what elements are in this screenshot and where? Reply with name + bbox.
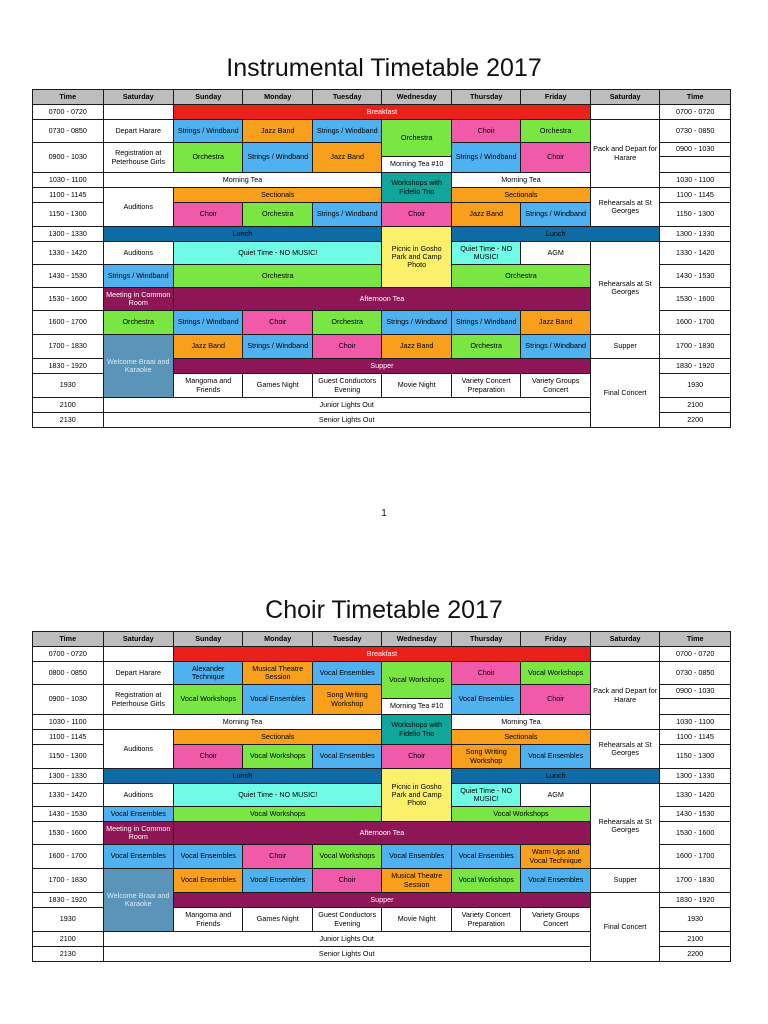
schedule-cell: Mangoma and Friends: [174, 374, 243, 398]
breakfast-block: Breakfast: [174, 105, 591, 120]
schedule-cell: Orchestra: [103, 311, 174, 335]
time-cell: 1300 - 1330: [660, 769, 731, 784]
choir-title: Choir Timetable 2017: [265, 596, 503, 624]
schedule-cell: Mangoma and Friends: [174, 908, 243, 932]
schedule-cell: Auditions: [103, 784, 174, 807]
schedule-cell: Registration at Peterhouse Girls: [103, 685, 174, 715]
time-cell: 2200: [660, 947, 731, 962]
time-cell: 1600 - 1700: [33, 845, 104, 869]
empty-cell: [660, 699, 731, 715]
schedule-cell: Lunch: [103, 769, 382, 784]
time-cell: 1430 - 1530: [33, 807, 104, 822]
schedule-cell: Choir: [312, 869, 381, 893]
schedule-cell: Jazz Band: [312, 143, 381, 173]
time-cell: 0900 - 1030: [33, 143, 104, 173]
schedule-cell: Choir: [521, 143, 590, 173]
time-cell: 1600 - 1700: [660, 845, 731, 869]
schedule-cell: Morning Tea #10: [382, 699, 451, 715]
schedule-cell: Jazz Band: [174, 335, 243, 359]
time-cell: 0700 - 0720: [33, 647, 104, 662]
schedule-cell: Welcome Braai and Karaoke: [103, 869, 174, 932]
breakfast-block: Breakfast: [174, 647, 591, 662]
schedule-cell: Vocal Ensembles: [174, 845, 243, 869]
schedule-cell: Games Night: [243, 908, 312, 932]
schedule-cell: Supper: [174, 893, 591, 908]
schedule-cell: Supper: [174, 359, 591, 374]
schedule-cell: Vocal Ensembles: [103, 807, 174, 822]
schedule-cell: Morning Tea: [451, 173, 590, 188]
header-time: Time: [660, 90, 731, 105]
schedule-cell: Depart Harare: [103, 662, 174, 685]
schedule-cell: Morning Tea: [103, 173, 382, 188]
header-saturday: Saturday: [103, 632, 174, 647]
schedule-cell: Vocal Ensembles: [521, 869, 590, 893]
schedule-cell: AGM: [521, 784, 590, 807]
time-cell: 1330 - 1420: [660, 242, 731, 265]
schedule-cell: Morning Tea: [103, 715, 382, 730]
schedule-cell: Vocal Ensembles: [312, 662, 381, 685]
schedule-cell: Choir: [451, 662, 520, 685]
schedule-cell: Junior Lights Out: [103, 398, 590, 413]
schedule-cell: Variety Concert Preparation: [451, 908, 520, 932]
schedule-cell: Auditions: [103, 188, 174, 227]
schedule-cell: AGM: [521, 242, 590, 265]
empty-cell: [103, 647, 174, 662]
schedule-cell: Picnic in Gosho Park and Camp Photo: [382, 769, 451, 822]
header-sunday: Sunday: [174, 90, 243, 105]
time-cell: 1300 - 1330: [33, 769, 104, 784]
time-cell: 1430 - 1530: [660, 807, 731, 822]
time-cell: 1930: [33, 374, 104, 398]
header-sunday: Sunday: [174, 632, 243, 647]
schedule-cell: Choir: [382, 203, 451, 227]
empty-cell: [590, 647, 659, 662]
time-cell: 1150 - 1300: [33, 203, 104, 227]
schedule-cell: Vocal Workshops: [451, 869, 520, 893]
time-cell: 1100 - 1145: [33, 730, 104, 745]
time-cell: 0700 - 0720: [660, 105, 731, 120]
schedule-cell: Orchestra: [174, 265, 382, 288]
schedule-cell: Vocal Workshops: [521, 662, 590, 685]
time-cell: 1830 - 1920: [660, 893, 731, 908]
time-cell: 1030 - 1100: [33, 715, 104, 730]
schedule-cell: Sectionals: [174, 730, 382, 745]
schedule-cell: Variety Groups Concert: [521, 908, 590, 932]
schedule-cell: Vocal Ensembles: [243, 869, 312, 893]
time-cell: 1700 - 1830: [660, 869, 731, 893]
time-cell: 1930: [660, 908, 731, 932]
schedule-cell: Musical Theatre Session: [243, 662, 312, 685]
schedule-cell: Vocal Workshops: [243, 745, 312, 769]
header-saturday: Saturday: [590, 632, 659, 647]
schedule-cell: Jazz Band: [382, 335, 451, 359]
time-cell: 2130: [33, 947, 104, 962]
time-cell: 1100 - 1145: [33, 188, 104, 203]
schedule-cell: Vocal Workshops: [451, 807, 590, 822]
schedule-cell: Song Writing Workshop: [451, 745, 520, 769]
time-cell: 1700 - 1830: [660, 335, 731, 359]
schedule-cell: Auditions: [103, 730, 174, 769]
header-tuesday: Tuesday: [312, 632, 381, 647]
schedule-cell: Vocal Workshops: [382, 662, 451, 699]
time-cell: 0730 - 0850: [660, 662, 731, 685]
header-time: Time: [33, 90, 104, 105]
schedule-cell: Choir: [174, 745, 243, 769]
schedule-cell: Orchestra: [174, 143, 243, 173]
header-monday: Monday: [243, 90, 312, 105]
instrumental-timetable: [32, 89, 731, 428]
time-cell: 1530 - 1600: [660, 822, 731, 845]
schedule-cell: Strings / Windband: [243, 335, 312, 359]
header-friday: Friday: [521, 90, 590, 105]
schedule-cell: Strings / Windband: [312, 120, 381, 143]
schedule-cell: Choir: [174, 203, 243, 227]
schedule-cell: Strings / Windband: [174, 311, 243, 335]
time-cell: 2130: [33, 413, 104, 428]
time-cell: 1530 - 1600: [33, 822, 104, 845]
schedule-cell: Supper: [590, 335, 659, 359]
schedule-cell: Vocal Ensembles: [174, 869, 243, 893]
time-cell: 1600 - 1700: [33, 311, 104, 335]
schedule-cell: Vocal Workshops: [174, 685, 243, 715]
time-cell: 1330 - 1420: [660, 784, 731, 807]
schedule-cell: Orchestra: [451, 335, 520, 359]
schedule-cell: Sectionals: [174, 188, 382, 203]
empty-cell: [103, 105, 174, 120]
time-cell: 1830 - 1920: [33, 893, 104, 908]
schedule-cell: Quiet Time - NO MUSIC!: [451, 242, 520, 265]
schedule-cell: Jazz Band: [451, 203, 520, 227]
schedule-cell: Supper: [590, 869, 659, 893]
time-cell: 1330 - 1420: [33, 242, 104, 265]
schedule-cell: Orchestra: [451, 265, 590, 288]
schedule-cell: Warm Ups and Vocal Technique: [521, 845, 590, 869]
schedule-cell: Quiet Time - NO MUSIC!: [451, 784, 520, 807]
schedule-cell: Junior Lights Out: [103, 932, 590, 947]
time-cell: 1300 - 1330: [660, 227, 731, 242]
time-cell: 1530 - 1600: [33, 288, 104, 311]
schedule-cell: Registration at Peterhouse Girls: [103, 143, 174, 173]
schedule-cell: Vocal Workshops: [174, 807, 382, 822]
time-cell: 0800 - 0850: [33, 662, 104, 685]
schedule-cell: Pack and Depart for Harare: [590, 662, 659, 730]
header-friday: Friday: [521, 632, 590, 647]
header-tuesday: Tuesday: [312, 90, 381, 105]
schedule-cell: Choir: [451, 120, 520, 143]
time-cell: 2100: [33, 932, 104, 947]
schedule-cell: Strings / Windband: [382, 311, 451, 335]
schedule-cell: Vocal Ensembles: [451, 845, 520, 869]
time-cell: 0730 - 0850: [660, 120, 731, 143]
schedule-cell: Rehearsals at St Georges: [590, 784, 659, 869]
schedule-cell: Lunch: [103, 227, 382, 242]
schedule-cell: Pack and Depart for Harare: [590, 120, 659, 188]
time-cell: 1150 - 1300: [660, 745, 731, 769]
time-cell: 0900 - 1030: [33, 685, 104, 715]
time-cell: 1100 - 1145: [660, 730, 731, 745]
schedule-cell: Workshops with Fidelio Trio: [382, 715, 451, 745]
time-cell: 0730 - 0850: [33, 120, 104, 143]
schedule-cell: Senior Lights Out: [103, 947, 590, 962]
schedule-cell: Choir: [312, 335, 381, 359]
schedule-cell: Meeting in Common Room: [103, 822, 174, 845]
schedule-cell: Final Concert: [590, 893, 659, 962]
header-time: Time: [660, 632, 731, 647]
time-cell: 2200: [660, 413, 731, 428]
time-cell: 1030 - 1100: [660, 715, 731, 730]
schedule-cell: Meeting in Common Room: [103, 288, 174, 311]
header-saturday: Saturday: [103, 90, 174, 105]
schedule-cell: Quiet Time - NO MUSIC!: [174, 784, 382, 807]
schedule-cell: Games Night: [243, 374, 312, 398]
schedule-cell: Jazz Band: [521, 311, 590, 335]
time-cell: 1100 - 1145: [660, 188, 731, 203]
time-cell: 1430 - 1530: [660, 265, 731, 288]
schedule-cell: Strings / Windband: [243, 143, 312, 173]
time-cell: 1830 - 1920: [33, 359, 104, 374]
header-saturday: Saturday: [590, 90, 659, 105]
schedule-cell: Choir: [382, 745, 451, 769]
header-thursday: Thursday: [451, 632, 520, 647]
time-cell: 0900 - 1030: [660, 685, 731, 699]
schedule-cell: Vocal Ensembles: [521, 745, 590, 769]
time-cell: 1330 - 1420: [33, 784, 104, 807]
choir-timetable: [32, 631, 731, 962]
schedule-cell: Strings / Windband: [312, 203, 381, 227]
header-monday: Monday: [243, 632, 312, 647]
schedule-cell: Vocal Ensembles: [451, 685, 520, 715]
schedule-cell: Sectionals: [451, 188, 590, 203]
time-cell: 1300 - 1330: [33, 227, 104, 242]
schedule-cell: Sectionals: [451, 730, 590, 745]
schedule-cell: Vocal Workshops: [312, 845, 381, 869]
instrumental-title: Instrumental Timetable 2017: [226, 54, 542, 82]
schedule-cell: Depart Harare: [103, 120, 174, 143]
schedule-cell: Choir: [243, 845, 312, 869]
schedule-cell: Movie Night: [382, 908, 451, 932]
page-number: 1: [381, 508, 387, 519]
time-cell: 1530 - 1600: [660, 288, 731, 311]
time-cell: 1930: [660, 374, 731, 398]
schedule-cell: Rehearsals at St Georges: [590, 242, 659, 335]
schedule-cell: Vocal Ensembles: [312, 745, 381, 769]
time-cell: 1150 - 1300: [660, 203, 731, 227]
schedule-cell: Guest Conductors Evening: [312, 374, 381, 398]
header-thursday: Thursday: [451, 90, 520, 105]
schedule-cell: Welcome Braai and Karaoke: [103, 335, 174, 398]
time-cell: 1030 - 1100: [660, 173, 731, 188]
schedule-cell: Strings / Windband: [521, 203, 590, 227]
header-wednesday: Wednesday: [382, 632, 451, 647]
schedule-cell: Morning Tea: [451, 715, 590, 730]
time-cell: 2100: [660, 932, 731, 947]
time-cell: 2100: [33, 398, 104, 413]
schedule-cell: Picnic in Gosho Park and Camp Photo: [382, 227, 451, 288]
schedule-cell: Strings / Windband: [451, 311, 520, 335]
empty-cell: [590, 105, 659, 120]
time-cell: 1430 - 1530: [33, 265, 104, 288]
schedule-cell: Workshops with Fidelio Trio: [382, 173, 451, 203]
schedule-cell: Senior Lights Out: [103, 413, 590, 428]
time-cell: 1600 - 1700: [660, 311, 731, 335]
header-time: Time: [33, 632, 104, 647]
time-cell: 1700 - 1830: [33, 335, 104, 359]
time-cell: 1830 - 1920: [660, 359, 731, 374]
schedule-cell: Rehearsals at St Georges: [590, 188, 659, 227]
time-cell: 1150 - 1300: [33, 745, 104, 769]
time-cell: 1030 - 1100: [33, 173, 104, 188]
schedule-cell: Strings / Windband: [521, 335, 590, 359]
schedule-cell: Guest Conductors Evening: [312, 908, 381, 932]
time-cell: 0900 - 1030: [660, 143, 731, 157]
schedule-cell: Lunch: [451, 769, 659, 784]
time-cell: 1930: [33, 908, 104, 932]
schedule-cell: Musical Theatre Session: [382, 869, 451, 893]
schedule-cell: Afternoon Tea: [174, 822, 591, 845]
schedule-cell: Choir: [243, 311, 312, 335]
schedule-cell: Orchestra: [312, 311, 381, 335]
schedule-cell: Rehearsals at St Georges: [590, 730, 659, 769]
schedule-cell: Movie Night: [382, 374, 451, 398]
schedule-cell: Auditions: [103, 242, 174, 265]
schedule-cell: Quiet Time - NO MUSIC!: [174, 242, 382, 265]
header-wednesday: Wednesday: [382, 90, 451, 105]
schedule-cell: Alexander Technique: [174, 662, 243, 685]
schedule-cell: Morning Tea #10: [382, 157, 451, 173]
schedule-cell: Song Writing Workshop: [312, 685, 381, 715]
empty-cell: [660, 157, 731, 173]
schedule-cell: Orchestra: [521, 120, 590, 143]
schedule-cell: Vocal Ensembles: [103, 845, 174, 869]
schedule-cell: Strings / Windband: [174, 120, 243, 143]
schedule-cell: Vocal Ensembles: [382, 845, 451, 869]
schedule-cell: Orchestra: [243, 203, 312, 227]
schedule-cell: Jazz Band: [243, 120, 312, 143]
time-cell: 0700 - 0720: [660, 647, 731, 662]
schedule-cell: Lunch: [451, 227, 659, 242]
schedule-cell: Strings / Windband: [451, 143, 520, 173]
time-cell: 0700 - 0720: [33, 105, 104, 120]
schedule-cell: Orchestra: [382, 120, 451, 157]
schedule-cell: Vocal Ensembles: [243, 685, 312, 715]
schedule-cell: Afternoon Tea: [174, 288, 591, 311]
schedule-cell: Strings / Windband: [103, 265, 174, 288]
schedule-cell: Variety Groups Concert: [521, 374, 590, 398]
schedule-cell: Final Concert: [590, 359, 659, 428]
time-cell: 1700 - 1830: [33, 869, 104, 893]
time-cell: 2100: [660, 398, 731, 413]
schedule-cell: Choir: [521, 685, 590, 715]
schedule-cell: Variety Concert Preparation: [451, 374, 520, 398]
